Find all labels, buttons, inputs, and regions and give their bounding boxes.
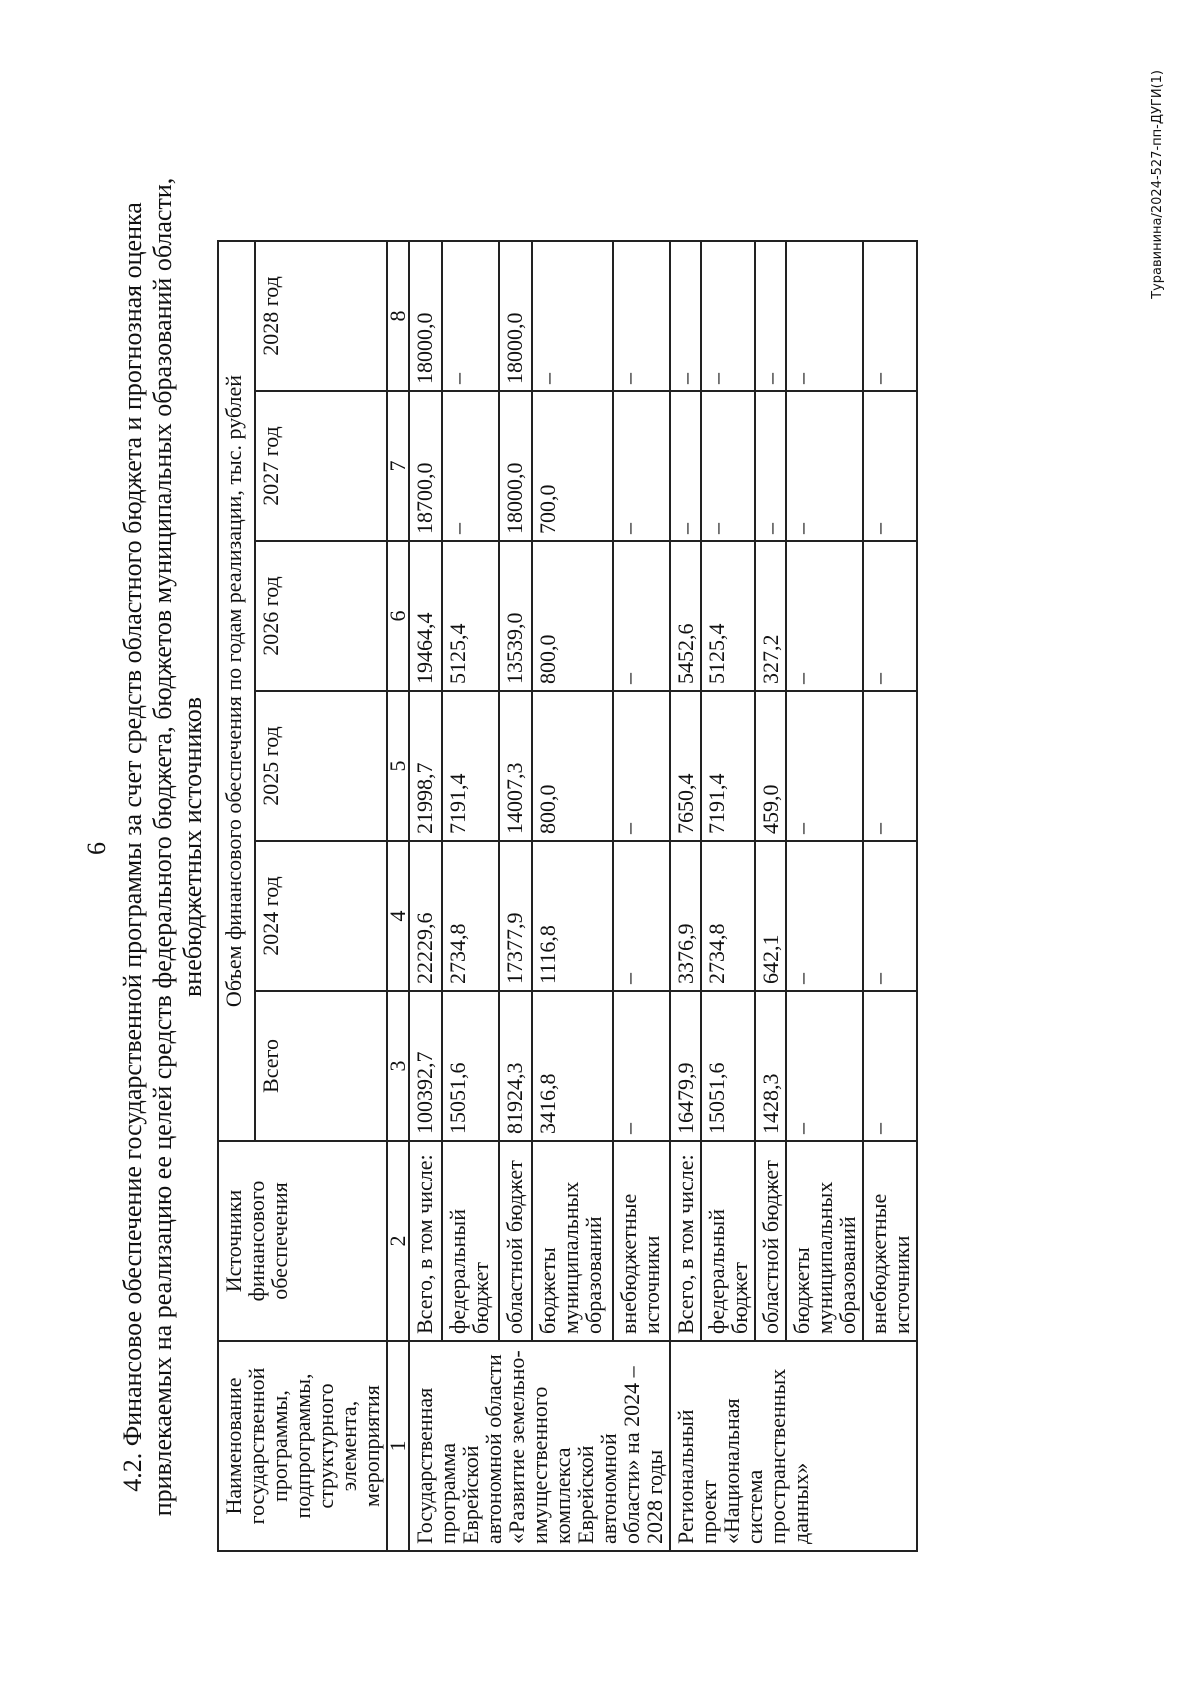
value-cell: 2734,8	[442, 841, 499, 991]
table-row	[409, 241, 442, 1551]
value-cell: –	[863, 241, 917, 391]
program-name-cell: Государственная программа Еврейской автономной области «Развитие земельно-имущественного комплекса Еврейской автономной области» на 2024 – 2028 годы	[409, 1341, 670, 1551]
value-cell: 7191,4	[701, 691, 755, 841]
column-index: 2	[387, 1141, 409, 1341]
value-cell: –	[613, 991, 670, 1141]
value-cell: 16479,9	[670, 991, 701, 1141]
value-cell: 13539,0	[499, 541, 532, 691]
value-cell: –	[755, 391, 786, 541]
value-cell: 5125,4	[442, 541, 499, 691]
column-index: 8	[387, 241, 409, 391]
value-cell: –	[613, 391, 670, 541]
value-cell: –	[863, 991, 917, 1141]
value-cell: –	[442, 391, 499, 541]
column-index: 7	[387, 391, 409, 541]
value-cell: –	[786, 841, 863, 991]
value-cell: –	[786, 691, 863, 841]
heading-line-3: внебюджетных источников	[178, 697, 207, 997]
value-cell: 642,1	[755, 841, 786, 991]
value-cell: 3416,8	[532, 991, 613, 1141]
value-cell: 100392,7	[409, 991, 442, 1141]
program-name-cell: Региональный проект «Национальная система пространственных данных»	[670, 1341, 917, 1551]
value-cell: –	[863, 541, 917, 691]
value-cell: 7650,4	[670, 691, 701, 841]
source-cell: областной бюджет	[755, 1141, 786, 1341]
value-cell: –	[701, 391, 755, 541]
value-cell: –	[863, 841, 917, 991]
value-cell: –	[786, 391, 863, 541]
source-cell: федеральный бюджет	[701, 1141, 755, 1341]
value-cell: 5452,6	[670, 541, 701, 691]
value-cell: 5125,4	[701, 541, 755, 691]
value-cell: 1116,8	[532, 841, 613, 991]
heading-line-2: привлекаемых на реализацию ее целей средств федерального бюджета, бюджетов муниципальных образований области,	[148, 177, 177, 1517]
column-index: 3	[387, 991, 409, 1141]
value-cell: 18000,0	[499, 391, 532, 541]
value-cell: –	[863, 391, 917, 541]
source-cell: федеральный бюджет	[442, 1141, 499, 1341]
value-cell: 21998,7	[409, 691, 442, 841]
header-program-name: Наименование государственной программы, подпрограммы, структурного элемента, мероприятия	[218, 1341, 387, 1551]
value-cell: 459,0	[755, 691, 786, 841]
value-cell: –	[670, 241, 701, 391]
value-cell: –	[613, 841, 670, 991]
column-index: 1	[387, 1341, 409, 1551]
column-index: 6	[387, 541, 409, 691]
financing-table	[217, 240, 918, 1552]
value-cell: –	[442, 241, 499, 391]
source-cell: бюджеты муниципальных образований	[532, 1141, 613, 1341]
header-funding-source: Источники финансового обеспечения	[218, 1141, 387, 1341]
header-2027: 2027 год	[255, 391, 387, 541]
source-cell: внебюджетные источники	[863, 1141, 917, 1341]
value-cell: 18000,0	[409, 241, 442, 391]
value-cell: –	[613, 241, 670, 391]
value-cell: 7191,4	[442, 691, 499, 841]
value-cell: 17377,9	[499, 841, 532, 991]
value-cell: –	[701, 241, 755, 391]
value-cell: –	[755, 241, 786, 391]
value-cell: –	[613, 691, 670, 841]
value-cell: 3376,9	[670, 841, 701, 991]
source-cell: внебюджетные источники	[613, 1141, 670, 1341]
header-volume: Объем финансового обеспечения по годам реализации, тыс. рублей	[218, 241, 255, 1141]
value-cell: –	[863, 691, 917, 841]
page-number: 6	[82, 842, 111, 855]
column-index: 5	[387, 691, 409, 841]
value-cell: 18700,0	[409, 391, 442, 541]
section-heading	[118, 147, 208, 1547]
value-cell: 800,0	[532, 541, 613, 691]
document-code: Туравинина/2024-527-пп-ДУГИ(1)	[1150, 70, 1165, 299]
value-cell: –	[786, 991, 863, 1141]
value-cell: 800,0	[532, 691, 613, 841]
value-cell: 15051,6	[442, 991, 499, 1141]
value-cell: 81924,3	[499, 991, 532, 1141]
value-cell: 700,0	[532, 391, 613, 541]
header-2028: 2028 год	[255, 241, 387, 391]
value-cell: –	[613, 541, 670, 691]
source-cell: областной бюджет	[499, 1141, 532, 1341]
value-cell: 14007,3	[499, 691, 532, 841]
header-total: Всего	[255, 991, 387, 1141]
column-index: 4	[387, 841, 409, 991]
header-2024: 2024 год	[255, 841, 387, 991]
value-cell: 1428,3	[755, 991, 786, 1141]
heading-line-1: 4.2. Финансовое обеспечение государственной программы за счет средств областного бюджета и прогнозная оценка	[118, 202, 147, 1492]
header-2025: 2025 год	[255, 691, 387, 841]
value-cell: –	[786, 241, 863, 391]
value-cell: 327,2	[755, 541, 786, 691]
source-cell: бюджеты муниципальных образований	[786, 1141, 863, 1341]
value-cell: 18000,0	[499, 241, 532, 391]
header-2026: 2026 год	[255, 541, 387, 691]
value-cell: 15051,6	[701, 991, 755, 1141]
value-cell: –	[670, 391, 701, 541]
value-cell: –	[786, 541, 863, 691]
column-index-row	[387, 241, 409, 1551]
source-cell: Всего, в том числе:	[409, 1141, 442, 1341]
value-cell: –	[532, 241, 613, 391]
source-cell: Всего, в том числе:	[670, 1141, 701, 1341]
value-cell: 2734,8	[701, 841, 755, 991]
value-cell: 19464,4	[409, 541, 442, 691]
table-row	[670, 241, 701, 1551]
value-cell: 22229,6	[409, 841, 442, 991]
